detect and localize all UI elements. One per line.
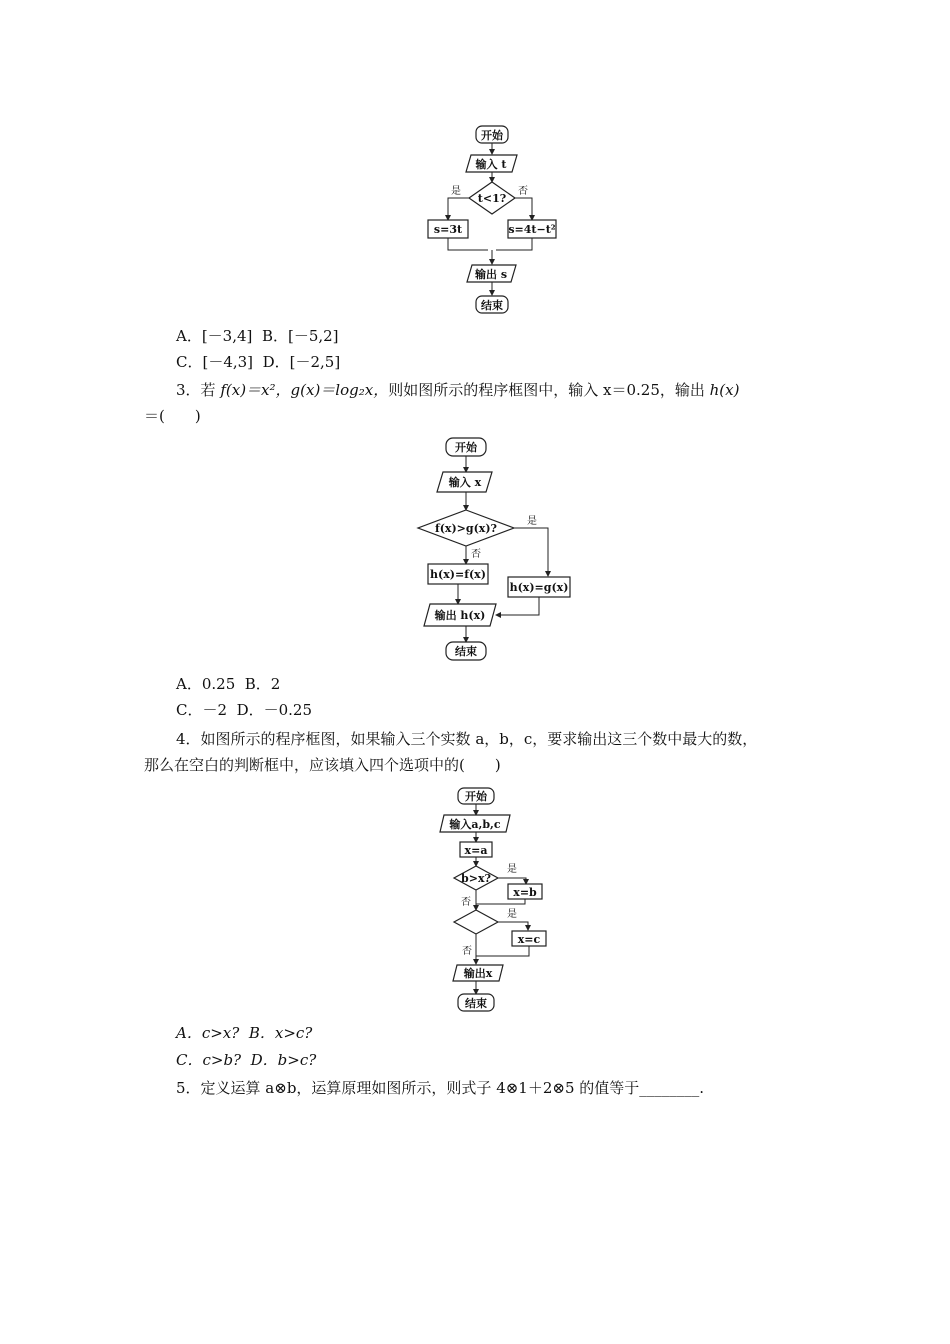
q2-option-b: B．[－5,2]: [261, 327, 339, 345]
q3-options-row1: [176, 674, 280, 694]
end-label: 结束: [455, 645, 477, 658]
no-1-label: 否: [461, 897, 471, 908]
start-label: 开始: [465, 790, 487, 803]
q5-stem: 5．定义运算 a⊗b，运算原理如图所示，则式子 4⊗1＋2⊗5 的值等于________.: [176, 1079, 705, 1097]
q3-stem-line2: ＝( ): [144, 407, 201, 425]
q4-option-a: A．c>x?: [176, 1024, 240, 1042]
q4-option-b: B．x>c?: [248, 1024, 313, 1042]
right-process-label: h(x)=g(x): [509, 581, 569, 594]
left-process-label: s=3t: [433, 223, 463, 236]
q4-stem-line1: 4．如图所示的程序框图，如果输入三个实数 a，b，c，要求输出这三个数中最大的数，: [176, 730, 758, 748]
input-label: 输入 x: [448, 476, 482, 489]
end-label: 结束: [481, 299, 503, 312]
yes-label: 是: [451, 186, 461, 197]
no-label: 否: [471, 549, 481, 560]
q4-options-row1: [176, 1023, 312, 1043]
flowchart-1: [410, 118, 570, 318]
no-label: 否: [518, 186, 528, 197]
q2-options-row2: [176, 352, 340, 372]
q4-option-c: C．c>b?: [176, 1051, 242, 1069]
q3-text: 则如图所示的程序框图中，输入: [388, 381, 599, 399]
input-label: 输入a,b,c: [449, 818, 501, 831]
yes-label: 是: [527, 516, 537, 527]
q3-h: h(x): [709, 381, 740, 399]
flowchart-3: [430, 784, 550, 1016]
flowchart-2: [410, 432, 590, 664]
q3-g: g(x)＝log₂x，: [290, 381, 389, 399]
assign-x-a-label: x=a: [464, 844, 488, 857]
assign-x-c-label: x=c: [517, 933, 541, 946]
output-label: 输出x: [463, 967, 493, 980]
q3-option-b: B．2: [244, 675, 281, 693]
left-process-label: h(x)=f(x): [430, 568, 486, 581]
q2-option-d: D．[－2,5]: [262, 353, 341, 371]
yes-2-label: 是: [507, 909, 517, 920]
end-label: 结束: [465, 997, 487, 1010]
q3-input: x＝0.25，输出: [603, 381, 705, 399]
right-process-label: s=4t−t²: [508, 223, 556, 236]
q3-options-row2: [176, 700, 312, 720]
input-label: 输入 t: [475, 158, 507, 171]
q3-option-a: A．0.25: [176, 675, 236, 693]
yes-1-label: 是: [507, 864, 517, 875]
condition-1-label: b>x?: [461, 872, 491, 885]
condition-label: f(x)>g(x)?: [434, 522, 498, 535]
q3-f: f(x)＝x²，: [220, 381, 291, 399]
condition-label: t<1?: [477, 192, 507, 205]
q2-option-a: A．[－3,4]: [176, 327, 253, 345]
q4-stem-line2: 那么在空白的判断框中，应该填入四个选项中的( ): [144, 756, 501, 774]
output-label: 输出 s: [474, 268, 508, 281]
condition-2-diamond-blank: [454, 910, 498, 934]
start-label: 开始: [455, 441, 477, 454]
q3-option-d: D．－0.25: [236, 701, 313, 719]
q4-option-d: D．b>c?: [250, 1051, 317, 1069]
start-label: 开始: [481, 129, 503, 142]
q3-stem-line1: [176, 380, 739, 400]
q2-options-row1: [176, 326, 339, 346]
q2-option-c: C．[－4,3]: [176, 353, 254, 371]
output-label: 输出 h(x): [434, 609, 486, 622]
assign-x-b-label: x=b: [513, 886, 537, 899]
q3-number: 3．若: [176, 381, 216, 399]
q4-options-row2: [176, 1050, 316, 1070]
q3-option-c: C．－2: [176, 701, 228, 719]
no-2-label: 否: [462, 946, 472, 957]
